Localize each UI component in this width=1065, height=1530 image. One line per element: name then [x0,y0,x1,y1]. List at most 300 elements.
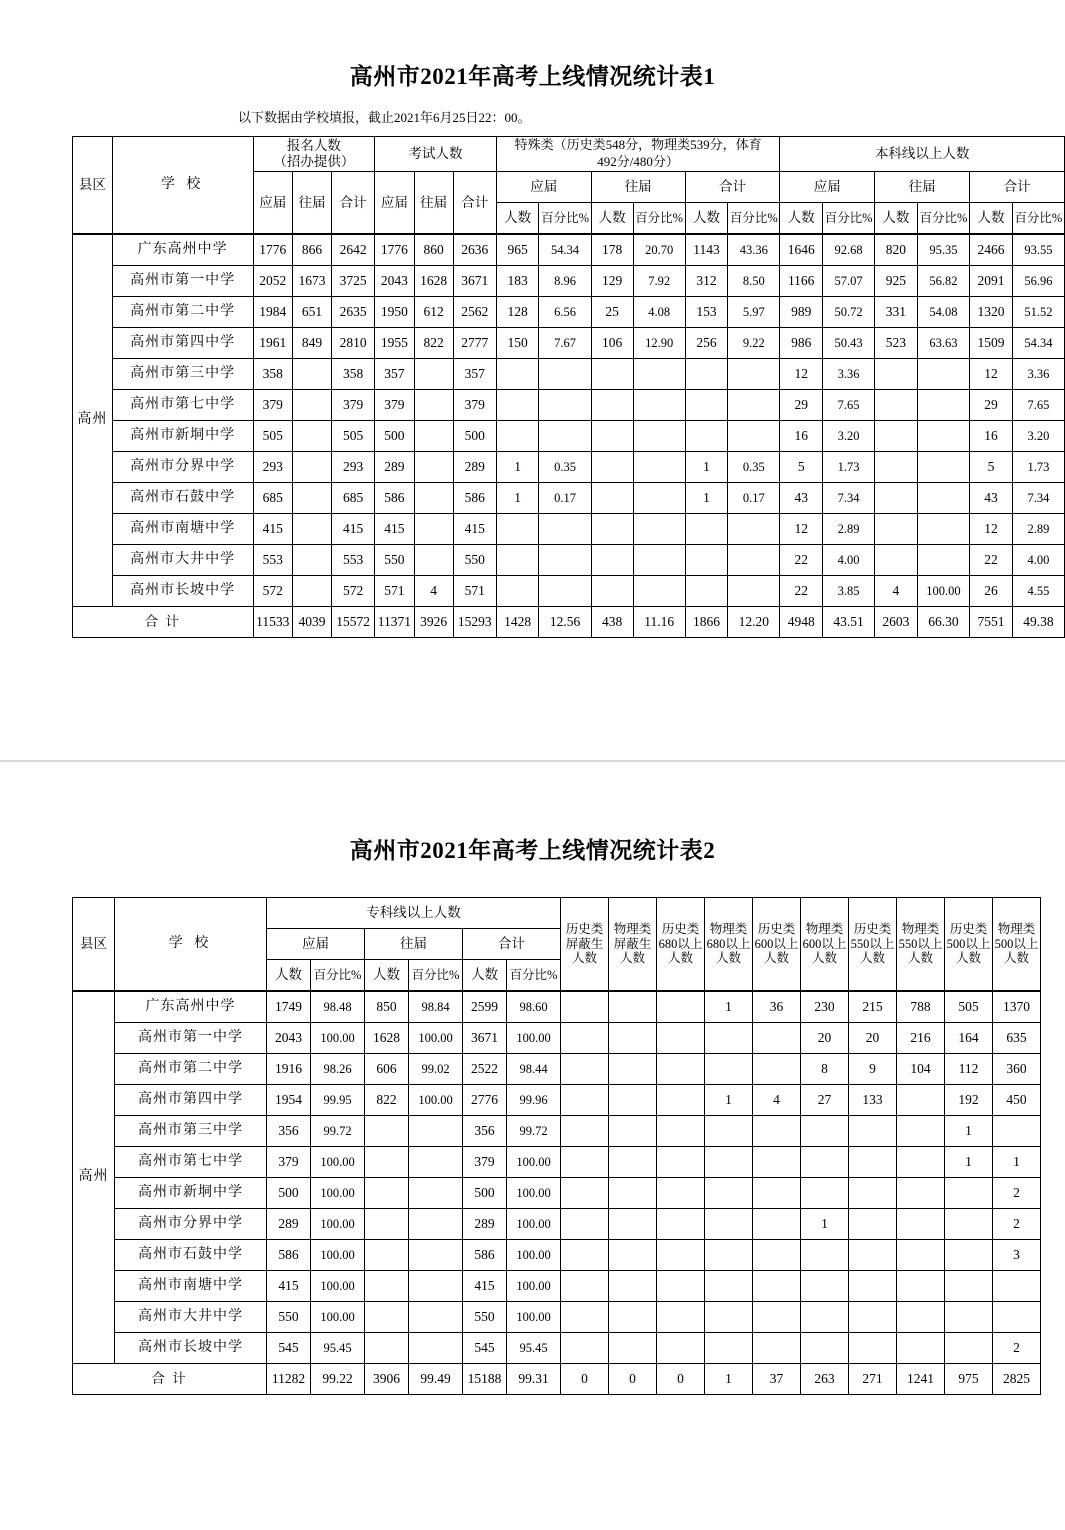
cell-apply-past: 866 [293,234,332,266]
table2-header-row-1 [73,898,1041,929]
cell-physics-550 [897,1240,945,1271]
cell-history-550 [849,1116,897,1147]
cell-college-past-pct [409,1209,463,1240]
cell-college-current-num: 545 [267,1333,311,1364]
cell-undergrad-past-num [875,358,918,389]
cell-undergrad-past-pct [917,451,969,482]
cell-physics-shielded [609,1178,657,1209]
cell-special-total-pct [728,544,780,575]
cell-college-total-pct: 100.00 [507,1023,561,1054]
total-history-550: 271 [849,1364,897,1395]
cell-undergrad-current-pct: 4.00 [823,544,875,575]
cell-college-total-pct: 100.00 [507,1147,561,1178]
school-name: 高州市第一中学 [112,265,253,296]
cell-physics-550 [897,1178,945,1209]
table-row [73,482,1065,513]
cell-college-total-pct: 100.00 [507,1178,561,1209]
cell-special-total-num: 1 [685,482,728,513]
cell-undergrad-total-num: 12 [970,358,1013,389]
cell-physics-500: 1370 [993,991,1041,1023]
cell-special-current-num [496,513,539,544]
cell-exam-past: 1628 [414,265,453,296]
cell-undergrad-current-pct: 2.89 [823,513,875,544]
school-name: 高州市南塘中学 [115,1271,267,1302]
total-exam-current: 11371 [375,606,415,637]
cell-history-550 [849,1209,897,1240]
cell-apply-total: 379 [331,389,374,420]
cell-physics-600: 8 [801,1054,849,1085]
header-physics-550: 物理类550以上人数 [897,898,945,992]
cell-apply-current: 572 [253,575,293,606]
cell-history-500: 164 [945,1023,993,1054]
cell-college-total-num: 545 [463,1333,507,1364]
school-name: 广东高州中学 [115,991,267,1023]
cell-history-shielded [561,1147,609,1178]
cell-physics-550 [897,1271,945,1302]
header-undergrad-current-pct: 百分比% [823,202,875,234]
cell-history-500: 192 [945,1085,993,1116]
cell-undergrad-past-pct: 100.00 [917,575,969,606]
cell-college-past-pct [409,1147,463,1178]
cell-undergrad-total-pct: 51.52 [1012,296,1064,327]
table-2-body [73,991,1041,1395]
cell-special-current-pct: 54.34 [539,234,591,266]
header-special-past-pct: 百分比% [633,202,685,234]
cell-college-current-pct: 98.48 [311,991,365,1023]
school-name: 广东高州中学 [112,234,253,266]
school-name: 高州市长坡中学 [115,1333,267,1364]
cell-special-total-pct: 43.36 [728,234,780,266]
table-2-wrapper [0,865,1065,1395]
table-row [73,1023,1041,1054]
cell-college-total-num: 500 [463,1178,507,1209]
cell-special-past-num [591,358,633,389]
cell-college-past-pct: 98.84 [409,991,463,1023]
header-undergrad-total-num: 人数 [970,202,1013,234]
total-college-past-num: 3906 [365,1364,409,1395]
cell-history-shielded [561,1023,609,1054]
cell-history-500 [945,1240,993,1271]
cell-exam-current: 379 [375,389,415,420]
header-history-600: 历史类600以上人数 [753,898,801,992]
cell-undergrad-current-num: 1166 [780,265,823,296]
total-physics-shielded: 0 [609,1364,657,1395]
cell-history-500 [945,1209,993,1240]
cell-special-past-num [591,513,633,544]
cell-undergrad-past-num: 331 [875,296,918,327]
cell-exam-past [414,544,453,575]
cell-special-total-num: 1 [685,451,728,482]
cell-special-past-num: 129 [591,265,633,296]
header-apply-line2: （招办提供） [273,153,355,169]
cell-exam-past [414,451,453,482]
cell-undergrad-current-pct: 3.20 [823,420,875,451]
cell-undergrad-total-pct: 3.36 [1012,358,1064,389]
cell-undergrad-current-num: 16 [780,420,823,451]
cell-history-600 [753,1054,801,1085]
cell-undergrad-total-pct: 7.65 [1012,389,1064,420]
cell-history-600 [753,1271,801,1302]
cell-undergrad-past-num: 523 [875,327,918,358]
cell-physics-shielded [609,1333,657,1364]
cell-undergrad-past-num: 4 [875,575,918,606]
cell-exam-current: 500 [375,420,415,451]
total-special-past-pct: 11.16 [633,606,685,637]
cell-college-total-num: 2776 [463,1085,507,1116]
cell-college-past-pct: 99.02 [409,1054,463,1085]
total-physics-600: 263 [801,1364,849,1395]
total-undergrad-past-pct: 66.30 [917,606,969,637]
cell-physics-680 [705,1023,753,1054]
cell-apply-total: 293 [331,451,374,482]
cell-special-past-pct: 7.92 [633,265,685,296]
total-history-500: 975 [945,1364,993,1395]
total-history-600: 37 [753,1364,801,1395]
header-special-past-num: 人数 [591,202,633,234]
cell-apply-current: 1961 [253,327,293,358]
cell-apply-total: 415 [331,513,374,544]
total-undergrad-total-pct: 49.38 [1012,606,1064,637]
header-undergrad-total-pct: 百分比% [1012,202,1064,234]
header-physics-500: 物理类500以上人数 [993,898,1041,992]
cell-special-total-pct: 0.35 [728,451,780,482]
data-note: 以下数据由学校填报，截止2021年6月25日22：00。 [238,110,531,125]
cell-undergrad-total-num: 1320 [970,296,1013,327]
cell-special-current-num: 1 [496,451,539,482]
cell-history-500: 112 [945,1054,993,1085]
cell-special-total-pct: 0.17 [728,482,780,513]
total-history-shielded: 0 [561,1364,609,1395]
cell-college-total-num: 356 [463,1116,507,1147]
cell-college-current-num: 1954 [267,1085,311,1116]
cell-college-past-pct [409,1271,463,1302]
cell-undergrad-total-pct: 3.20 [1012,420,1064,451]
cell-physics-680 [705,1178,753,1209]
header-special-total-num: 人数 [685,202,728,234]
cell-physics-500 [993,1116,1041,1147]
cell-physics-600 [801,1240,849,1271]
total-apply-current: 11533 [253,606,293,637]
cell-history-shielded [561,1333,609,1364]
header-history-550: 历史类550以上人数 [849,898,897,992]
total-college-current-pct: 99.22 [311,1364,365,1395]
cell-history-shielded [561,1271,609,1302]
cell-college-total-num: 550 [463,1302,507,1333]
cell-history-550 [849,1333,897,1364]
cell-undergrad-current-pct: 7.65 [823,389,875,420]
cell-apply-total: 3725 [331,265,374,296]
cell-history-600 [753,1147,801,1178]
total-apply-total: 15572 [331,606,374,637]
cell-undergrad-past-pct [917,420,969,451]
cell-undergrad-total-num: 2466 [970,234,1013,266]
cell-undergrad-total-num: 26 [970,575,1013,606]
cell-exam-past [414,420,453,451]
cell-college-current-num: 500 [267,1178,311,1209]
cell-college-past-num [365,1178,409,1209]
table-row [73,1333,1041,1364]
cell-history-500 [945,1333,993,1364]
cell-physics-600 [801,1333,849,1364]
cell-history-shielded [561,1209,609,1240]
cell-physics-680 [705,1302,753,1333]
cell-special-current-num [496,420,539,451]
total-apply-past: 4039 [293,606,332,637]
cell-history-680 [657,1147,705,1178]
table-row [73,420,1065,451]
cell-college-current-num: 1749 [267,991,311,1023]
page-2 [0,762,1065,1530]
cell-college-past-num [365,1147,409,1178]
table-row [73,451,1065,482]
cell-undergrad-current-num: 5 [780,451,823,482]
cell-special-past-pct [633,451,685,482]
header-physics-680: 物理类680以上人数 [705,898,753,992]
cell-undergrad-past-pct: 56.82 [917,265,969,296]
cell-college-current-num: 586 [267,1240,311,1271]
cell-college-current-num: 550 [267,1302,311,1333]
cell-college-past-num [365,1240,409,1271]
table-header-row-1 [73,137,1065,172]
header-undergrad-past: 往届 [875,171,970,202]
cell-college-total-pct: 98.60 [507,991,561,1023]
header-county: 县区 [73,898,115,992]
cell-undergrad-current-num: 22 [780,544,823,575]
cell-history-shielded [561,1085,609,1116]
cell-apply-total: 2642 [331,234,374,266]
table-row [73,1178,1041,1209]
header-undergrad-past-num: 人数 [875,202,918,234]
cell-special-current-pct: 7.67 [539,327,591,358]
cell-history-shielded [561,1302,609,1333]
cell-undergrad-current-pct: 7.34 [823,482,875,513]
cell-apply-current: 2052 [253,265,293,296]
school-name: 高州市第二中学 [115,1054,267,1085]
cell-college-past-pct [409,1302,463,1333]
cell-history-500: 505 [945,991,993,1023]
cell-history-600 [753,1333,801,1364]
cell-undergrad-current-pct: 92.68 [823,234,875,266]
cell-undergrad-past-pct: 63.63 [917,327,969,358]
cell-college-total-pct: 100.00 [507,1302,561,1333]
cell-apply-past: 849 [293,327,332,358]
cell-college-past-num [365,1209,409,1240]
header-special-total: 合计 [685,171,780,202]
cell-college-current-pct: 100.00 [311,1023,365,1054]
cell-exam-total: 2636 [453,234,496,266]
cell-history-680 [657,1023,705,1054]
cell-undergrad-total-pct: 54.34 [1012,327,1064,358]
table-1-body [73,234,1065,638]
cell-apply-past [293,513,332,544]
header-undergrad-line: 本科线以上人数 [780,137,1065,172]
cell-undergrad-past-num [875,544,918,575]
cell-special-current-pct: 0.17 [539,482,591,513]
cell-undergrad-total-pct: 4.55 [1012,575,1064,606]
cell-special-total-pct: 5.97 [728,296,780,327]
cell-undergrad-total-num: 22 [970,544,1013,575]
total-history-680: 0 [657,1364,705,1395]
cell-special-total-pct [728,420,780,451]
cell-history-550 [849,1240,897,1271]
cell-history-680 [657,1085,705,1116]
school-name: 高州市第四中学 [115,1085,267,1116]
header-undergrad-current-num: 人数 [780,202,823,234]
cell-undergrad-total-num: 5 [970,451,1013,482]
header-undergrad-total: 合计 [970,171,1065,202]
cell-exam-total: 571 [453,575,496,606]
cell-college-past-pct [409,1333,463,1364]
cell-physics-550 [897,1209,945,1240]
cell-physics-500 [993,1271,1041,1302]
cell-apply-total: 505 [331,420,374,451]
cell-undergrad-past-num [875,389,918,420]
cell-college-current-num: 356 [267,1116,311,1147]
table-row [73,296,1065,327]
cell-special-total-num [685,420,728,451]
cell-special-current-pct [539,513,591,544]
header-exam-current: 应届 [375,171,415,234]
total-special-current-pct: 12.56 [539,606,591,637]
cell-undergrad-total-pct: 7.34 [1012,482,1064,513]
school-name: 高州市第三中学 [112,358,253,389]
total-exam-past: 3926 [414,606,453,637]
cell-physics-600 [801,1302,849,1333]
cell-special-past-pct [633,358,685,389]
cell-physics-600 [801,1147,849,1178]
cell-apply-past [293,420,332,451]
cell-history-500: 1 [945,1147,993,1178]
cell-undergrad-current-pct: 50.72 [823,296,875,327]
header-physics-600: 物理类600以上人数 [801,898,849,992]
cell-undergrad-total-pct: 93.55 [1012,234,1064,266]
cell-special-current-pct [539,389,591,420]
cell-exam-current: 550 [375,544,415,575]
cell-college-current-pct: 99.95 [311,1085,365,1116]
cell-history-shielded [561,1054,609,1085]
cell-physics-680 [705,1054,753,1085]
total-physics-500: 2825 [993,1364,1041,1395]
cell-history-550: 9 [849,1054,897,1085]
header-college-total: 合计 [463,929,561,960]
header-special-line2: 492分/480分） [597,153,679,169]
cell-undergrad-current-num: 22 [780,575,823,606]
table-row [73,513,1065,544]
cell-special-total-pct [728,389,780,420]
cell-physics-shielded [609,1240,657,1271]
cell-undergrad-current-num: 43 [780,482,823,513]
table-row [73,1054,1041,1085]
total-physics-550: 1241 [897,1364,945,1395]
cell-special-past-num: 25 [591,296,633,327]
cell-exam-current: 571 [375,575,415,606]
header-school: 学 校 [115,898,267,992]
cell-physics-550 [897,1116,945,1147]
school-name: 高州市第二中学 [112,296,253,327]
cell-special-current-num [496,544,539,575]
cell-physics-550 [897,1333,945,1364]
cell-college-past-pct: 100.00 [409,1023,463,1054]
cell-exam-past: 860 [414,234,453,266]
cell-special-past-num [591,451,633,482]
cell-physics-shielded [609,1209,657,1240]
cell-special-current-num: 150 [496,327,539,358]
cell-apply-past [293,575,332,606]
school-name: 高州市大井中学 [115,1302,267,1333]
cell-apply-past [293,544,332,575]
header-special-type [496,137,780,172]
header-apply-past: 往届 [293,171,332,234]
header-history-shielded: 历史类屏蔽生人数 [561,898,609,992]
cell-apply-past: 651 [293,296,332,327]
cell-physics-550 [897,1085,945,1116]
cell-special-past-pct [633,389,685,420]
cell-undergrad-past-num [875,482,918,513]
header-college-past-pct: 百分比% [409,960,463,992]
cell-college-current-num: 415 [267,1271,311,1302]
cell-undergrad-past-num [875,451,918,482]
cell-undergrad-past-num [875,420,918,451]
header-exam-count: 考试人数 [375,137,497,172]
cell-history-600 [753,1178,801,1209]
cell-college-past-pct [409,1240,463,1271]
cell-physics-500: 3 [993,1240,1041,1271]
table-row [73,265,1065,296]
school-name: 高州市第七中学 [115,1147,267,1178]
header-special-current-pct: 百分比% [539,202,591,234]
cell-history-550: 215 [849,991,897,1023]
cell-apply-total: 2635 [331,296,374,327]
cell-history-500 [945,1271,993,1302]
cell-physics-680 [705,1147,753,1178]
cell-exam-past: 612 [414,296,453,327]
cell-college-total-pct: 100.00 [507,1240,561,1271]
cell-special-past-pct [633,420,685,451]
cell-special-total-pct: 8.50 [728,265,780,296]
cell-history-680 [657,1209,705,1240]
table-row [73,544,1065,575]
cell-physics-550 [897,1302,945,1333]
cell-special-past-num [591,575,633,606]
page-title-1: 高州市2021年高考上线情况统计表1 [349,64,716,89]
cell-college-total-pct: 98.44 [507,1054,561,1085]
header-exam-past: 往届 [414,171,453,234]
total-college-total-num: 15188 [463,1364,507,1395]
cell-college-past-num: 606 [365,1054,409,1085]
cell-history-550: 20 [849,1023,897,1054]
cell-undergrad-total-num: 12 [970,513,1013,544]
header-exam-total: 合计 [453,171,496,234]
cell-physics-600: 230 [801,991,849,1023]
cell-college-total-num: 2522 [463,1054,507,1085]
cell-college-total-pct: 95.45 [507,1333,561,1364]
cell-college-current-pct: 100.00 [311,1271,365,1302]
cell-physics-550 [897,1147,945,1178]
cell-special-past-pct [633,575,685,606]
statistics-table-1 [72,136,1065,638]
cell-exam-current: 586 [375,482,415,513]
cell-exam-total: 379 [453,389,496,420]
cell-college-current-num: 1916 [267,1054,311,1085]
school-name: 高州市新垌中学 [112,420,253,451]
cell-special-total-num: 256 [685,327,728,358]
cell-history-550 [849,1147,897,1178]
cell-history-680 [657,1302,705,1333]
school-name: 高州市分界中学 [115,1209,267,1240]
cell-exam-past: 4 [414,575,453,606]
cell-apply-current: 379 [253,389,293,420]
cell-undergrad-total-pct: 1.73 [1012,451,1064,482]
